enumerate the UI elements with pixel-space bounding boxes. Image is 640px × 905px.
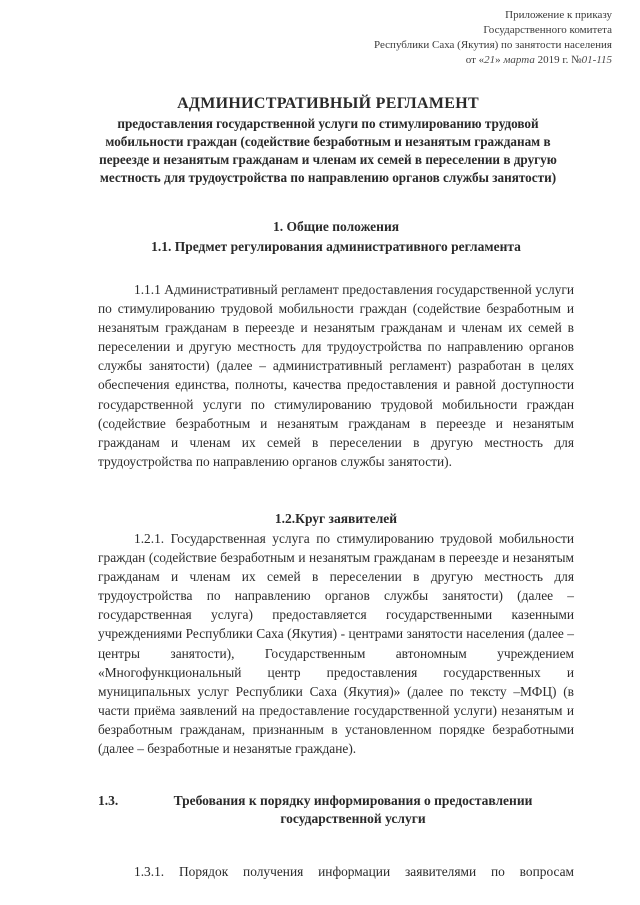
section-1-1-heading: 1.1. Предмет регулирования административного регламента: [151, 239, 521, 254]
approval-line-3: Республики Саха (Якутия) по занятости населения: [374, 39, 612, 51]
approval-line-4: от «21» марта 2019 г. №01-115: [465, 54, 612, 66]
approval-month: марта: [503, 54, 535, 66]
document-title: АДМИНИСТРАТИВНЫЙ РЕГЛАМЕНТ: [177, 95, 479, 112]
approval-line-1: Приложение к приказу: [505, 9, 612, 21]
paragraph-1-1-1: 1.1.1 Административный регламент предоставления государственной услуги по стимулированию трудовой мобильности граждан (содействие безработным и незанятым гражданам в переезде и незанятым гражданам и членам их семей в переселении и другую местность для трудоустройства по направлению органов службы занятости) (далее – административный регламент) разработан в целях обеспечения единства, полноты, качества предоставления и равной доступности государственной услуги по стимулированию трудовой мобильности граждан (содействие безработным и незанятым гражданам в переезде и незанятым гражданам и членам их семей в переселении в другую местность для трудоустройства по направлению органов службы занятости).: [98, 282, 574, 469]
section-1-heading: 1. Общие положения: [272, 219, 400, 234]
paragraph-1-2-1: 1.2.1. Государственная услуга по стимулированию трудовой мобильности граждан (содействие безработным и незанятым гражданам в переезде и незанятым гражданам и членам их семей в переселении в другую местность для трудоустройства по направлению органов службы занятости) (далее – государственная услуга) предоставляется государственными казенными учреждениями Республики Саха (Якутия) - центрами занятости населения (далее – центры занятости), Государственным автономным учреждением «Многофункциональный центр предоставления государственных и муниципальных услуг Республики Саха (Якутия)» (далее по тексту –МФЦ) (в части приёма заявлений на предоставление государственной услуги) незанятым и безработным гражданам, признанным в установленном порядке безработными (далее – безработные и незанятые граждане).: [98, 531, 574, 757]
section-1-3-heading: [98, 792, 568, 828]
approval-stamp: [332, 8, 612, 68]
approval-number: 01-115: [581, 54, 612, 66]
approval-day: 21: [484, 54, 496, 66]
section-1-3-title: Требования к порядку информирования о предоставлении государственной услуги: [173, 793, 533, 826]
approval-line-2: Государственного комитета: [483, 24, 612, 36]
section-1-2-heading: 1.2.Круг заявителей: [274, 511, 398, 526]
section-1-3-number: 1.3.: [98, 793, 119, 808]
document-subtitle: предоставления государственной услуги по стимулированию трудовой мобильности граждан (содействие безработным и незанятым гражданам в переезде и незанятым гражданам и членам их семей в переселении в другую местность для трудоустройства по направлению органов службы занятости): [99, 116, 557, 185]
paragraph-1-3-1: 1.3.1. Порядок получения информации заявителями по вопросам: [134, 864, 574, 879]
title-block: [88, 94, 568, 187]
